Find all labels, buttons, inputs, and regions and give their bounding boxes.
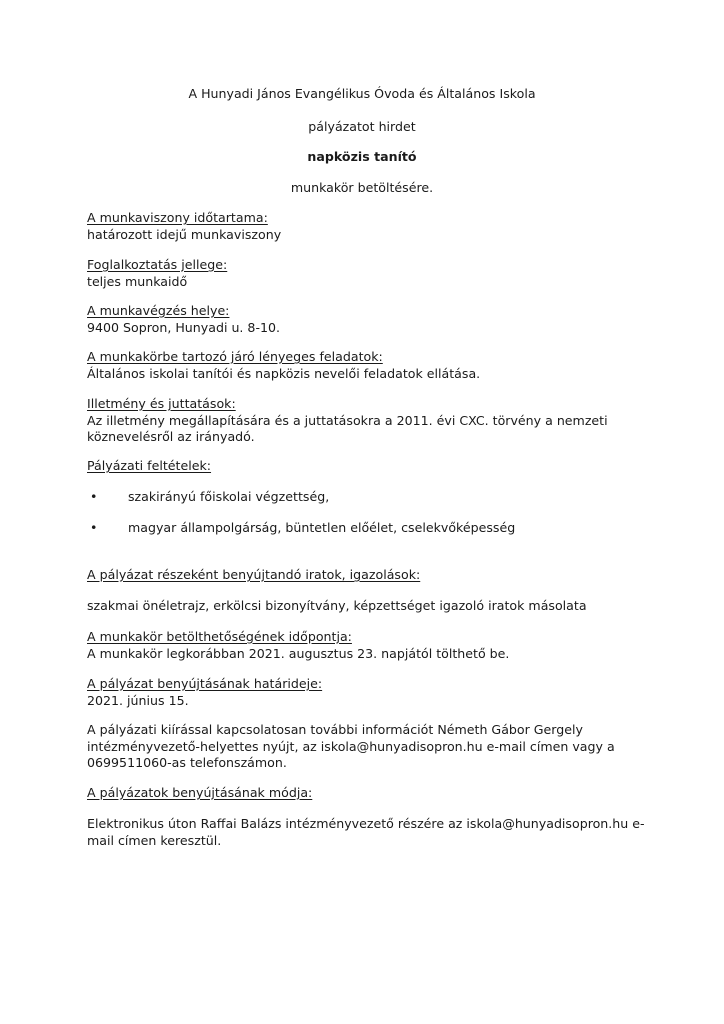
- section-documents-body: [87, 598, 647, 615]
- section-tasks: [87, 349, 647, 382]
- section-location: [87, 303, 647, 336]
- section-documents: [87, 567, 647, 584]
- location-text: 9400 Sopron, Hunyadi u. 8-10.: [87, 319, 281, 335]
- submission-heading: A pályázatok benyújtásának módja:: [87, 785, 313, 800]
- section-start: [87, 629, 647, 662]
- bullet-icon: •: [90, 520, 98, 535]
- submission-line1: Elektronikus úton Raffai Balázs intézményvezető részére az iskola@hunyadisopron.hu e-: [87, 816, 645, 831]
- section-deadline: [87, 676, 647, 709]
- employment-text: teljes munkaidő: [87, 273, 188, 289]
- section-conditions: [87, 458, 647, 475]
- position-title: napközis tanító: [307, 149, 417, 164]
- salary-heading: Illetmény és juttatások:: [87, 396, 236, 411]
- section-submission-body: [87, 816, 647, 849]
- section-info: [87, 722, 647, 772]
- school-name: A Hunyadi János Evangélikus Óvoda és Általános Iskola: [188, 86, 536, 101]
- section-submission: [87, 785, 647, 802]
- deadline-text: 2021. június 15.: [87, 692, 189, 708]
- duration-heading: A munkaviszony időtartama:: [87, 210, 268, 225]
- documents-heading: A pályázat részeként benyújtandó iratok, igazolások:: [87, 567, 421, 582]
- info-line2: intézményvezető-helyettes nyújt, az iskola@hunyadisopron.hu e-mail címen vagy a: [87, 738, 615, 754]
- documents-text: szakmai önéletrajz, erkölcsi bizonyítvány, képzettséget igazoló iratok másolata: [87, 598, 587, 613]
- deadline-heading: A pályázat benyújtásának határideje:: [87, 676, 323, 691]
- bullet-icon: •: [90, 489, 98, 504]
- duration-text: határozott idejű munkaviszony: [87, 226, 282, 242]
- announcement-line: pályázatot hirdet: [308, 119, 416, 134]
- employment-heading: Foglalkoztatás jellege:: [87, 257, 228, 272]
- submission-line2: mail címen keresztül.: [87, 832, 222, 848]
- condition-item-1: szakirányú főiskolai végzettség,: [128, 489, 330, 504]
- tasks-heading: A munkakörbe tartozó járó lényeges feladatok:: [87, 349, 383, 364]
- conditions-heading: Pályázati feltételek:: [87, 458, 212, 473]
- info-line1: A pályázati kiírással kapcsolatosan további információt Németh Gábor Gergely: [87, 722, 583, 737]
- location-heading: A munkavégzés helye:: [87, 303, 230, 318]
- salary-text-line2: köznevelésről az irányadó.: [87, 429, 255, 444]
- start-text: A munkakör legkorábban 2021. augusztus 23. napjától tölthető be.: [87, 645, 510, 661]
- section-employment: [87, 257, 647, 290]
- salary-text-line1: Az illetmény megállapítására és a juttatásokra a 2011. évi CXC. törvény a nemzeti: [87, 412, 608, 428]
- section-duration: [87, 210, 647, 243]
- section-salary: [87, 396, 647, 446]
- tasks-text: Általános iskolai tanítói és napközis nevelői feladatok ellátása.: [87, 365, 481, 381]
- start-heading: A munkakör betölthetőségének időpontja:: [87, 629, 352, 644]
- purpose-line: munkakör betöltésére.: [290, 180, 434, 195]
- info-line3: 0699511060-as telefonszámon.: [87, 755, 287, 770]
- condition-item-2: magyar állampolgárság, büntetlen előélet, cselekvőképesség: [128, 520, 516, 535]
